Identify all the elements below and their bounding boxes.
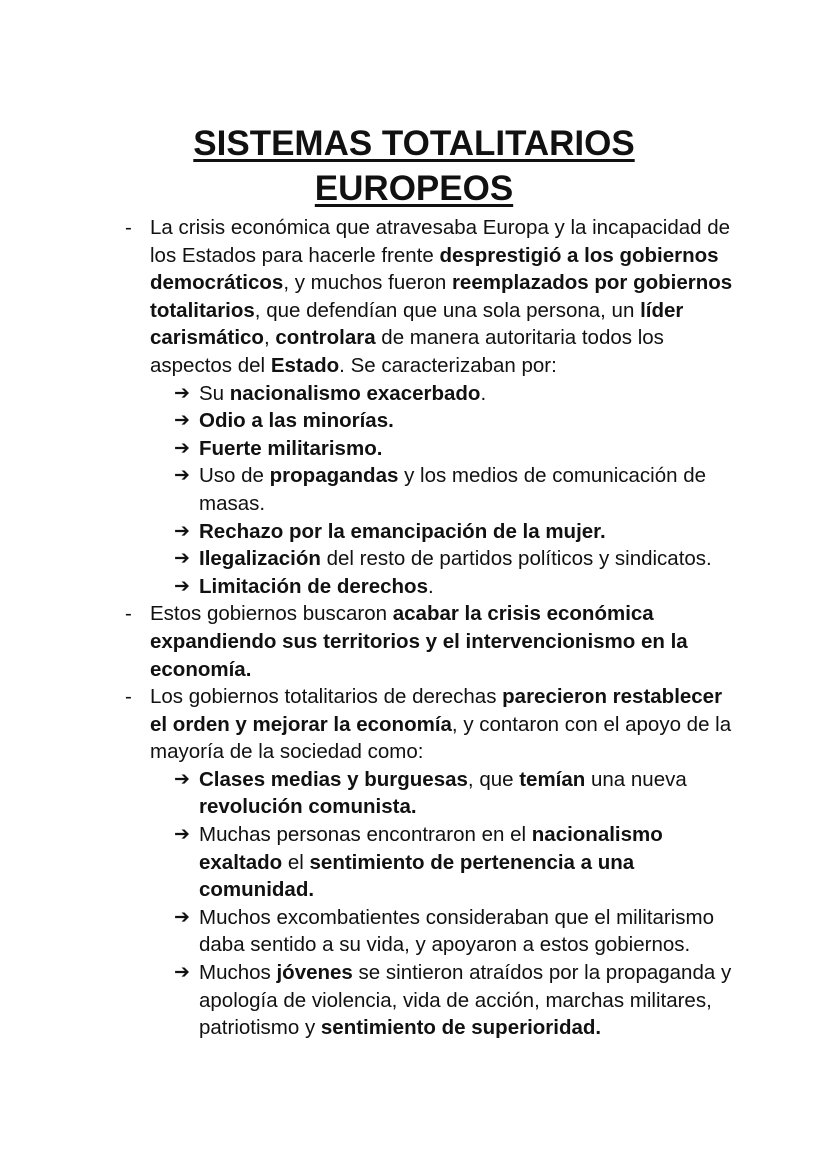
page-title-line-1: SISTEMAS TOTALITARIOS [193, 124, 635, 164]
text-run: una nueva [585, 767, 687, 791]
text-run: , y muchos fueron [283, 271, 452, 295]
text-run: Muchos excombatientes consideraban que el militarismo daba sentido a su vida, y apoyaron a estos gobiernos. [199, 905, 715, 957]
section-intro-text [150, 683, 740, 766]
arrow-list-item [174, 462, 740, 517]
arrow-list-item [174, 959, 740, 1042]
bold-text-run: Limitación de derechos [199, 574, 428, 598]
arrow-list-item [174, 545, 740, 573]
text-run: , y contaron con el apoyo de la mayoría de la sociedad como: [150, 712, 732, 764]
section-intro-text [150, 600, 740, 683]
text-run: . Se caracterizaban por: [339, 353, 557, 377]
arrow-item-text [199, 823, 663, 901]
arrow-right-icon: ➔ [174, 547, 190, 570]
bold-text-run: temían [519, 767, 586, 791]
dash-bullet-marker: - [125, 685, 132, 709]
bold-text-run: Clases medias y burguesas [199, 767, 468, 791]
bold-text-run: nacionalismo exaltado [199, 823, 663, 874]
arrow-list-item [174, 766, 740, 821]
document-body [120, 214, 740, 1042]
text-run: Los gobiernos totalitarios de derechas [150, 685, 503, 709]
arrow-list [150, 380, 740, 601]
arrow-list-item [174, 380, 740, 408]
arrow-right-icon: ➔ [174, 574, 190, 597]
arrow-item-text [199, 547, 712, 570]
text-run: . [427, 574, 434, 598]
arrow-right-icon: ➔ [174, 519, 190, 542]
arrow-right-icon: ➔ [174, 961, 190, 984]
arrow-list-item [174, 407, 740, 435]
dash-bullet-marker: - [125, 602, 132, 626]
arrow-list-item [174, 518, 740, 546]
bold-text-run: Ilegalización [199, 547, 321, 571]
text-run: , que defendían que una sola persona, un [254, 298, 641, 322]
page-title-line-2: EUROPEOS [314, 169, 514, 209]
bold-text-run: sentimiento de pertenencia a una comunidad. [199, 850, 635, 902]
text-run: de manera autoritaria todos los aspectos del [150, 326, 664, 377]
arrow-right-icon: ➔ [174, 436, 190, 459]
text-run: del resto de partidos políticos y sindicatos. [320, 547, 712, 571]
section-item [120, 214, 740, 600]
bold-text-run: parecieron restablecer el orden y mejorar la economía [150, 685, 723, 736]
arrow-list-item [174, 573, 740, 601]
bold-text-run: Odio a las minorías. [199, 409, 394, 433]
text-run: Uso de [199, 464, 270, 488]
bold-text-run: revolución comunista. [199, 795, 417, 819]
text-run: se sintieron atraídos por la propaganda y apología de violencia, vida de acción, marchas militares, patriotismo y [199, 961, 732, 1040]
arrow-item-text [199, 382, 486, 405]
text-run: Su [199, 381, 230, 405]
arrow-item-text [199, 961, 731, 1039]
bold-text-run: líder carismático [150, 298, 684, 350]
arrow-right-icon: ➔ [174, 464, 190, 487]
text-run: La crisis económica que atravesaba Europa y la incapacidad de los Estados para hacerle frente [150, 216, 731, 267]
section-item [120, 600, 740, 683]
section-item [120, 683, 740, 1042]
bold-text-run: jóvenes [276, 961, 353, 985]
page-title [0, 121, 828, 211]
bold-text-run: controlara [275, 326, 376, 350]
arrow-right-icon: ➔ [174, 767, 190, 790]
arrow-item-text [199, 520, 606, 543]
arrow-list-item [174, 904, 740, 959]
bold-text-run: desprestigió a los gobiernos democráticos [150, 243, 719, 295]
bold-text-run: Fuerte militarismo. [199, 436, 383, 460]
section-intro-text [150, 214, 740, 380]
text-run: Estos gobiernos buscaron [150, 602, 393, 626]
dash-bullet-marker: - [125, 216, 132, 239]
text-run: . [480, 381, 487, 405]
arrow-right-icon: ➔ [174, 409, 190, 432]
arrow-right-icon: ➔ [174, 823, 190, 846]
arrow-item-text [199, 906, 714, 957]
text-run: Muchos [199, 961, 277, 985]
arrow-list-item [174, 821, 740, 904]
bold-text-run: nacionalismo exacerbado [229, 381, 481, 405]
bold-text-run: reemplazados por gobiernos totalitarios [150, 271, 733, 322]
bold-text-run: acabar la crisis económica expandiendo sus territorios y el intervencionismo en la economía. [150, 602, 688, 681]
text-run: , que [467, 767, 520, 791]
bold-text-run: Estado [270, 353, 340, 377]
arrow-right-icon: ➔ [174, 905, 190, 928]
text-run: y los medios de comunicación de masas. [199, 464, 707, 515]
bold-text-run: propagandas [269, 464, 399, 488]
arrow-item-text [199, 768, 687, 819]
text-run: , [263, 326, 276, 350]
bold-text-run: Rechazo por la emancipación de la mujer. [199, 519, 606, 543]
arrow-item-text [199, 409, 394, 432]
arrow-item-text [199, 464, 706, 515]
text-run: Muchas personas encontraron en el [199, 823, 532, 847]
arrow-list [150, 766, 740, 1042]
arrow-right-icon: ➔ [174, 381, 190, 404]
text-run: el [282, 850, 310, 874]
bold-text-run: sentimiento de superioridad. [320, 1016, 602, 1040]
arrow-item-text [199, 437, 382, 460]
arrow-list-item [174, 435, 740, 463]
dash-list [120, 214, 740, 1042]
arrow-item-text [199, 575, 434, 598]
